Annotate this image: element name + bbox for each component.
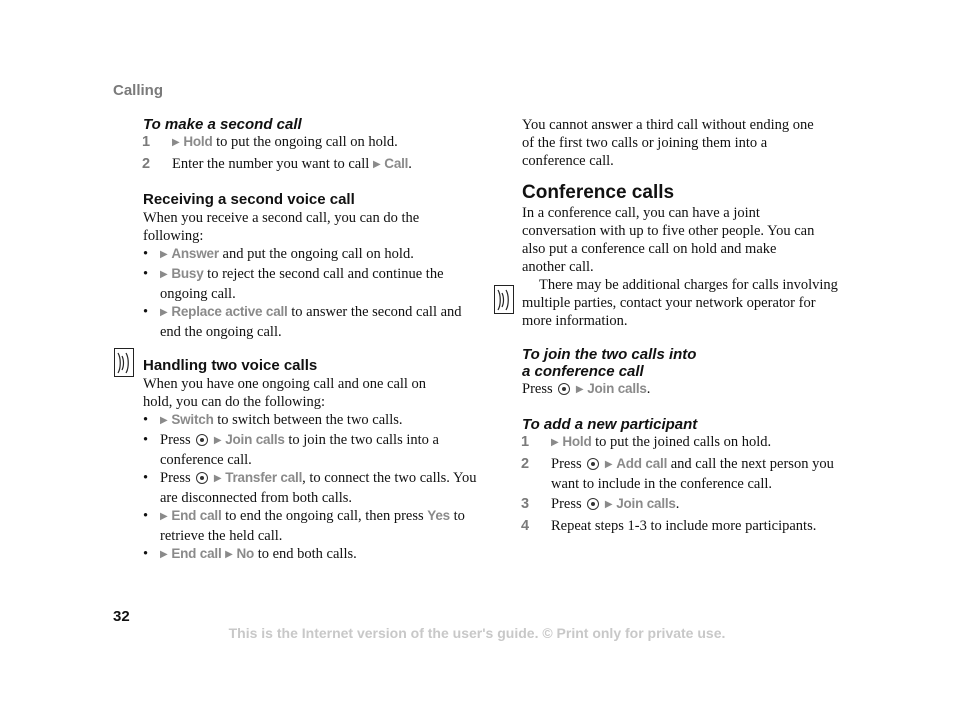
navigation-key-icon — [558, 383, 570, 395]
navigation-key-icon — [196, 472, 208, 484]
right-arrow-icon: ▶ — [213, 473, 222, 484]
list-item — [143, 507, 478, 545]
navigation-key-icon — [587, 458, 599, 470]
step-number: 2 — [142, 156, 151, 172]
note-icon — [114, 348, 134, 377]
right-arrow-icon: ▶ — [213, 435, 222, 446]
heading-add-participant: To add a new participant — [522, 416, 698, 433]
command-no: No — [236, 546, 255, 561]
right-arrow-icon: ▶ — [604, 459, 613, 470]
section-title: Calling — [113, 82, 164, 99]
list-item — [143, 411, 478, 431]
step-text: . — [675, 496, 680, 512]
command-hold: Hold — [562, 434, 592, 449]
right-arrow-icon: ▶ — [225, 549, 233, 560]
command-hold: Hold — [183, 134, 213, 149]
heading-join-two-calls — [522, 346, 857, 380]
page-number: 32 — [113, 608, 130, 625]
item-text: to switch between the two calls. — [213, 412, 403, 428]
heading-receiving: Receiving a second voice call — [143, 191, 355, 208]
list-item — [143, 265, 478, 303]
step-number: 2 — [521, 456, 530, 472]
heading-second-call: To make a second call — [143, 116, 302, 133]
item-text: . — [646, 381, 651, 397]
right-arrow-icon: ▶ — [172, 137, 180, 148]
heading-handling: Handling two voice calls — [143, 357, 318, 374]
step-text: Repeat steps 1-3 to include more participants. — [551, 518, 817, 534]
bullet-list — [143, 411, 478, 565]
command-join-calls: Join calls — [225, 432, 285, 447]
list-item — [143, 245, 478, 265]
step-text: to put the ongoing call on hold. — [212, 134, 398, 150]
step-item — [143, 155, 478, 175]
step-number: 1 — [521, 434, 530, 450]
step-text: . — [408, 156, 412, 172]
step-text: to put the joined calls on hold. — [591, 434, 772, 450]
command-busy: Busy — [171, 266, 204, 281]
step-text: and call the next person you want to include in the conference call. — [551, 456, 834, 492]
command-join-calls: Join calls — [587, 381, 647, 396]
command-add-call: Add call — [616, 456, 668, 471]
note-icon — [494, 285, 514, 314]
navigation-key-icon — [587, 498, 599, 510]
command-yes: Yes — [427, 508, 450, 523]
item-text: to reject the second call and continue the ongoing call. — [160, 266, 444, 302]
step-text: Enter the number you want to call — [172, 156, 373, 172]
right-arrow-icon: ▶ — [160, 415, 168, 426]
item-text: to retrieve the held call. — [160, 508, 465, 544]
list-item — [143, 469, 478, 507]
navigation-key-icon — [196, 434, 208, 446]
note-text: There may be additional charges for calls involving multiple parties, contact your network operator for more information. — [522, 277, 838, 329]
command-switch: Switch — [171, 412, 214, 427]
step-text: Press — [551, 496, 586, 512]
paragraph: You cannot answer a third call without ending one of the first two calls or joining them into a conference call. — [522, 117, 814, 169]
right-arrow-icon: ▶ — [372, 159, 381, 170]
command-answer: Answer — [171, 246, 219, 261]
step-item — [522, 517, 857, 535]
item-text: to end both calls. — [254, 546, 357, 562]
step-item — [143, 133, 478, 153]
right-arrow-icon: ▶ — [575, 384, 584, 395]
footer-notice: This is the Internet version of the user's guide. © Print only for private use. — [228, 625, 726, 641]
right-arrow-icon: ▶ — [604, 499, 613, 510]
right-arrow-icon: ▶ — [160, 269, 168, 280]
heading-line: To join the two calls into — [522, 346, 697, 363]
paragraph — [522, 380, 857, 400]
step-item — [522, 495, 857, 515]
command-transfer-call: Transfer call — [225, 470, 303, 485]
paragraph: In a conference call, you can have a joint conversation with up to five other people. You can also put a conference call on hold and make another call. — [522, 205, 815, 275]
command-join-calls: Join calls — [616, 496, 676, 511]
right-arrow-icon: ▶ — [551, 437, 559, 448]
item-text: and put the ongoing call on hold. — [218, 246, 414, 262]
command-replace-active-call: Replace active call — [171, 304, 288, 319]
item-text: to end the ongoing call, then press — [221, 508, 428, 524]
heading-conference-calls: Conference calls — [522, 182, 675, 203]
step-item — [522, 455, 857, 493]
command-end-call: End call — [171, 508, 222, 523]
paragraph: When you have one ongoing call and one call on hold, you can do the following: — [143, 376, 427, 410]
right-arrow-icon: ▶ — [160, 249, 168, 260]
step-number: 3 — [521, 496, 530, 512]
item-text: to answer the second call and end the ongoing call. — [160, 304, 462, 340]
step-text: Press — [551, 456, 586, 472]
paragraph: When you receive a second call, you can do the following: — [143, 210, 420, 244]
item-text: , to connect the two calls. You are disconnected from both calls. — [160, 470, 477, 506]
right-column — [522, 116, 857, 535]
heading-line: a conference call — [522, 363, 644, 380]
list-item — [143, 303, 478, 341]
step-item — [522, 433, 857, 453]
right-arrow-icon: ▶ — [160, 511, 168, 522]
left-column — [143, 116, 478, 565]
item-text: to join the two calls into a conference call. — [160, 432, 439, 468]
item-text: Press — [160, 432, 195, 448]
command-call: Call — [384, 156, 409, 171]
item-text: Press — [522, 381, 557, 397]
item-text: Press — [160, 470, 195, 486]
step-number: 4 — [521, 518, 530, 534]
right-arrow-icon: ▶ — [160, 549, 168, 560]
list-item — [143, 545, 478, 565]
list-item — [143, 431, 478, 469]
step-number: 1 — [142, 134, 151, 150]
right-arrow-icon: ▶ — [160, 307, 168, 318]
bullet-list — [143, 245, 478, 341]
command-end-call: End call — [171, 546, 222, 561]
